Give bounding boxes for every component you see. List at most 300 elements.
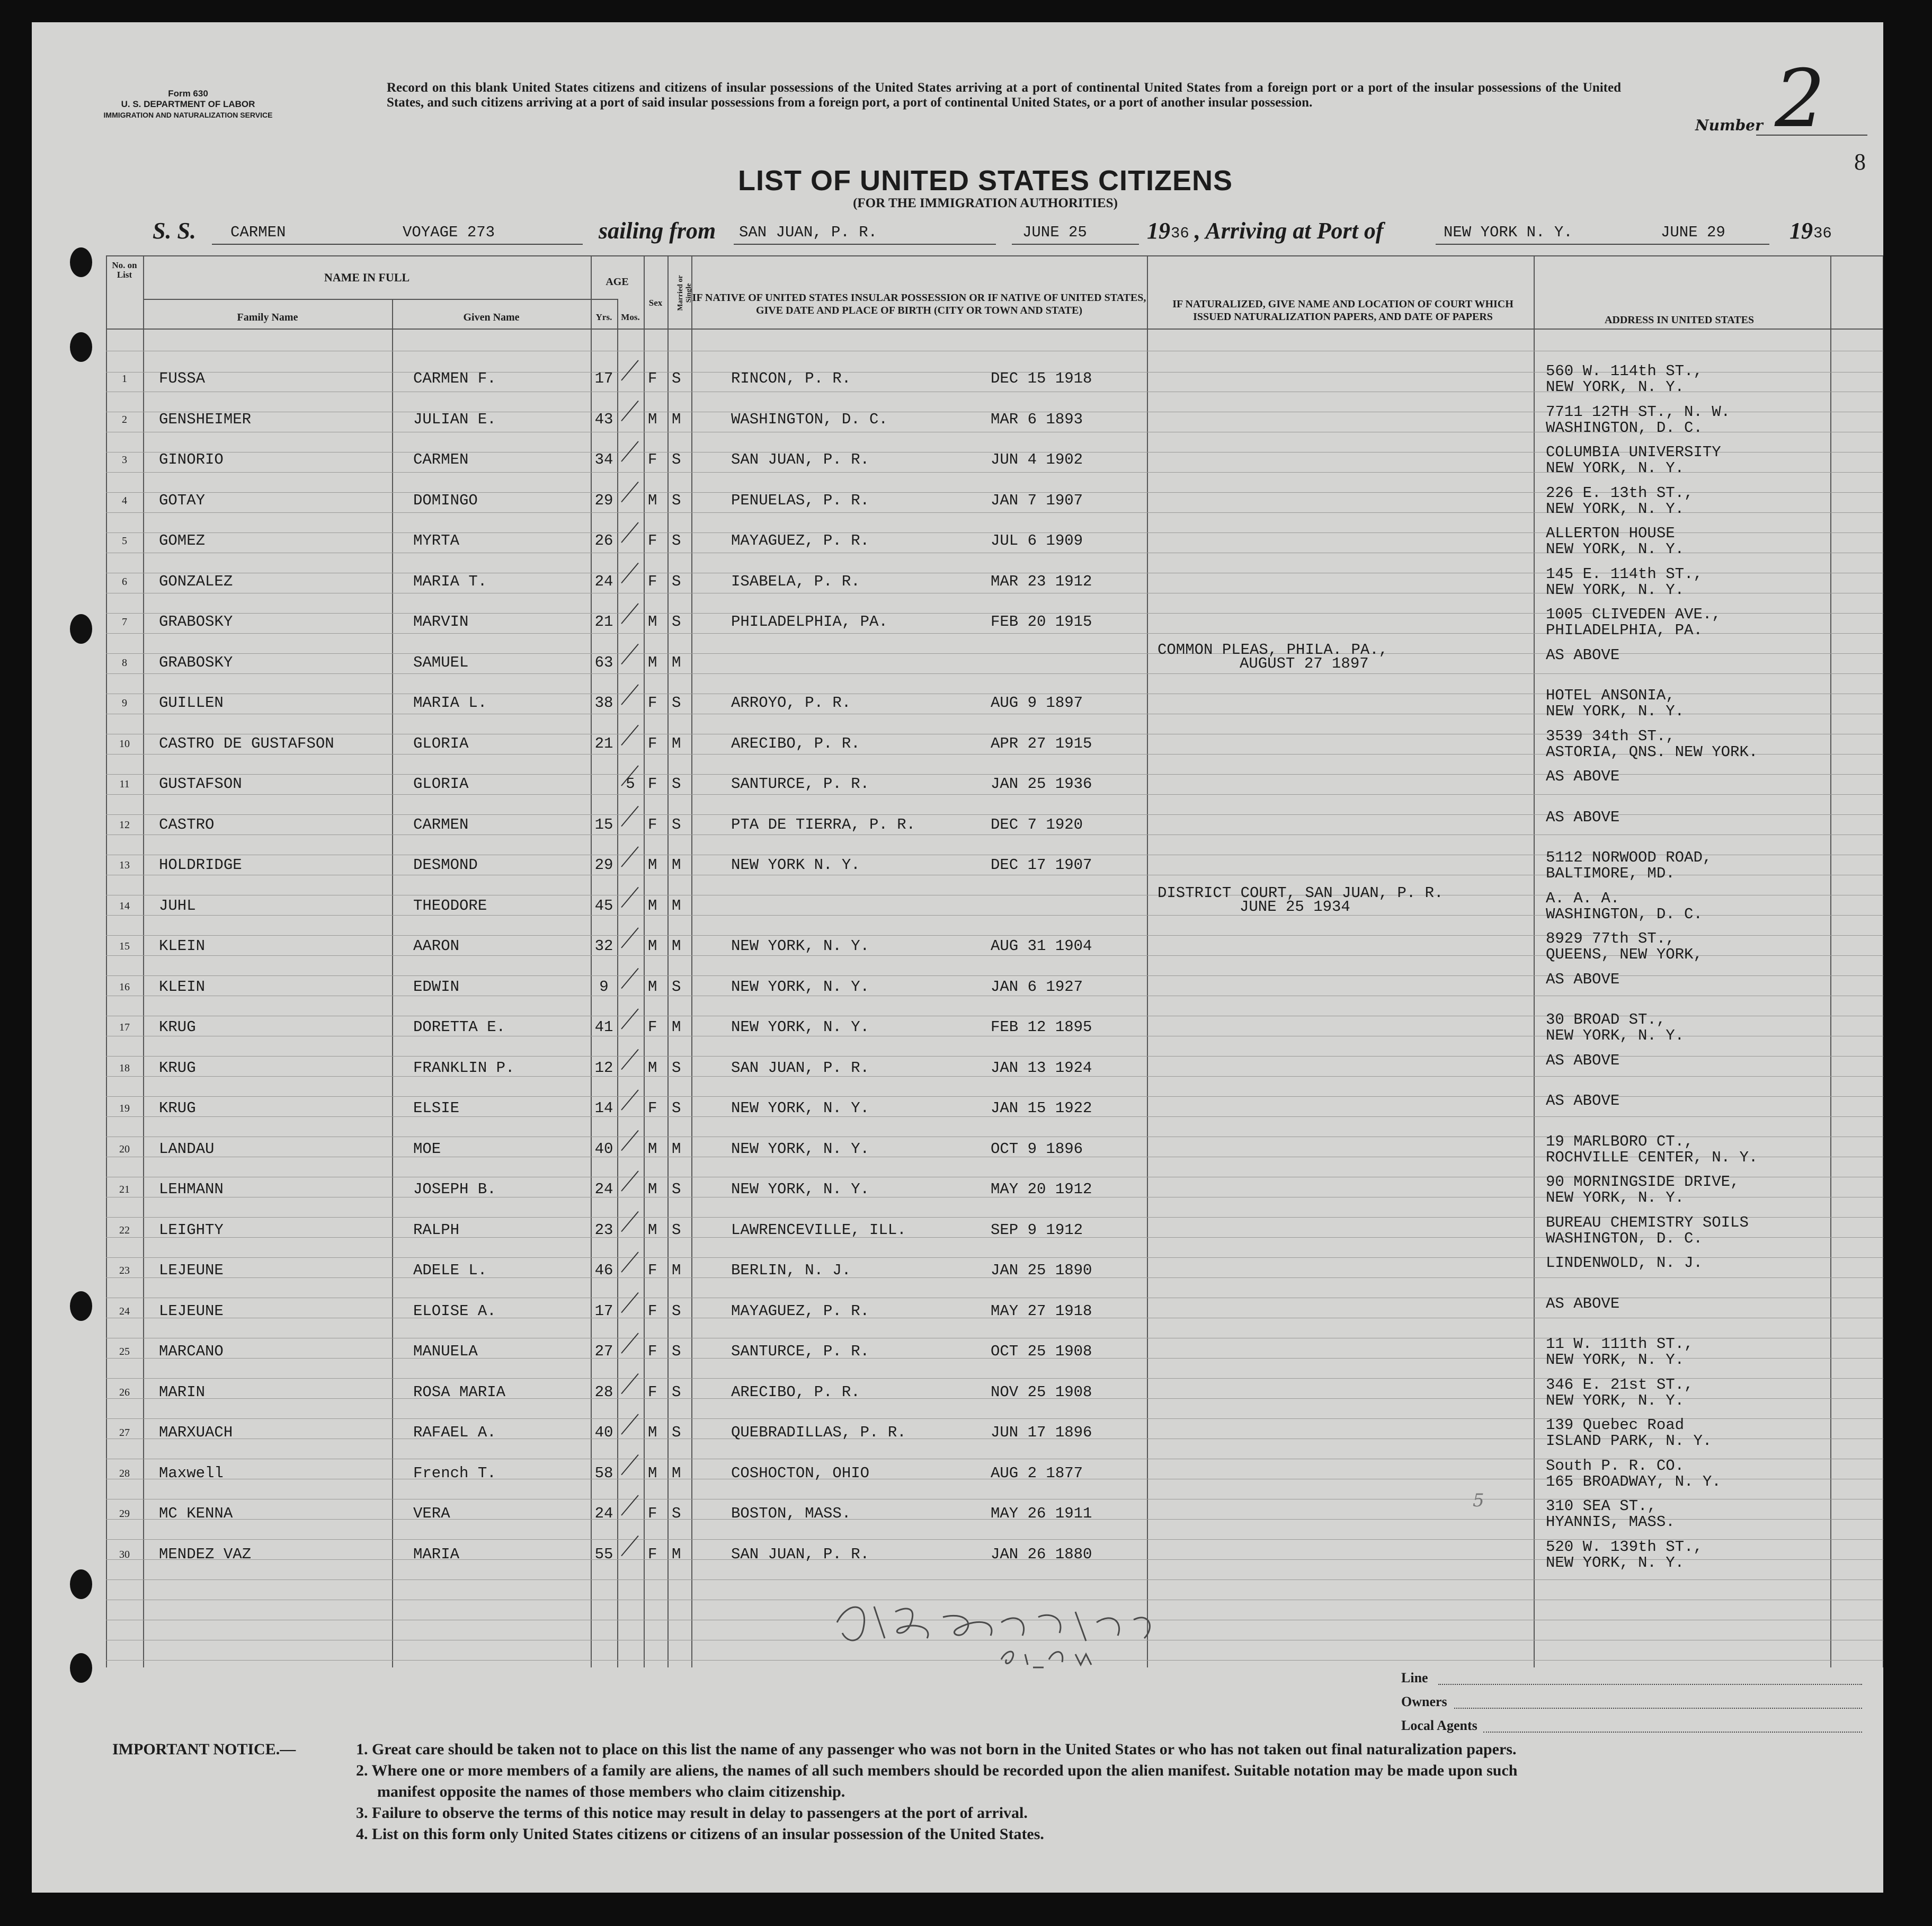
marital-status: S bbox=[672, 1383, 681, 1401]
birth-place: PHILADELPHIA, PA. bbox=[731, 613, 888, 631]
age-check-marks bbox=[617, 340, 644, 1622]
given-name: FRANKLIN P. bbox=[413, 1059, 515, 1077]
given-name: AARON bbox=[413, 937, 460, 955]
sex: F bbox=[648, 532, 657, 549]
header-given-name: Given Name bbox=[463, 312, 520, 323]
sex: F bbox=[648, 572, 657, 590]
birth-place: SAN JUAN, P. R. bbox=[731, 1059, 870, 1077]
given-name: SAMUEL bbox=[413, 653, 469, 671]
family-name: LEIGHTY bbox=[159, 1221, 224, 1239]
address-line-2: NEW YORK, N. Y. bbox=[1546, 1351, 1685, 1369]
marital-status: S bbox=[672, 1099, 681, 1117]
important-notice bbox=[112, 1739, 1882, 1845]
family-name: MARIN bbox=[159, 1383, 206, 1401]
given-name: JOSEPH B. bbox=[413, 1181, 496, 1198]
notice-item-2: 2. Where one or more members of a family are aliens, the names of all such members should be recorded upon the alien manifest. Suitable notation may be made upon such bbox=[356, 1762, 1518, 1779]
row-number: 22 bbox=[119, 1224, 130, 1236]
sailing-year-prefix: 19 bbox=[1147, 218, 1170, 244]
family-name: LANDAU bbox=[159, 1140, 215, 1158]
age-months: 5 bbox=[626, 775, 635, 793]
check-mark bbox=[621, 360, 638, 380]
address-line-1: 310 SEA ST., bbox=[1546, 1497, 1657, 1515]
check-mark bbox=[621, 441, 638, 461]
family-name: LEJEUNE bbox=[159, 1262, 224, 1279]
family-name: GONZALEZ bbox=[159, 572, 233, 590]
age-years: 40 bbox=[594, 1140, 613, 1158]
naturalization-date: JUNE 25 1934 bbox=[1240, 898, 1350, 916]
header-address: ADDRESS IN UNITED STATES bbox=[1604, 314, 1755, 326]
given-name: MARIA bbox=[413, 1545, 460, 1563]
sex: M bbox=[648, 937, 657, 955]
marital-status: S bbox=[672, 532, 681, 549]
family-name: FUSSA bbox=[159, 370, 206, 387]
check-mark bbox=[621, 563, 638, 583]
birth-place: NEW YORK, N. Y. bbox=[731, 1140, 870, 1158]
row-number: 4 bbox=[122, 494, 127, 507]
check-mark bbox=[621, 1293, 638, 1313]
birth-date: SEP 9 1912 bbox=[991, 1221, 1083, 1239]
address-line-1: 5112 NORWOOD ROAD, bbox=[1546, 849, 1712, 866]
arrival-date: JUNE 29 bbox=[1661, 224, 1725, 241]
form-header bbox=[101, 88, 275, 120]
sex: M bbox=[648, 897, 657, 915]
age-years: 63 bbox=[594, 653, 613, 671]
check-mark bbox=[621, 1131, 638, 1151]
list-subtitle: (FOR THE IMMIGRATION AUTHORITIES) bbox=[853, 196, 1118, 210]
age-years: 21 bbox=[594, 613, 613, 631]
age-years: 9 bbox=[599, 978, 609, 996]
family-name: HOLDRIDGE bbox=[159, 856, 242, 874]
birth-place: MAYAGUEZ, P. R. bbox=[731, 532, 870, 549]
birth-date: JAN 25 1936 bbox=[991, 775, 1092, 793]
marital-status: M bbox=[672, 410, 681, 428]
family-name: MARXUACH bbox=[159, 1424, 233, 1441]
row-number: 29 bbox=[119, 1508, 130, 1520]
punch-hole bbox=[70, 1569, 92, 1599]
address-line-1: 560 W. 114th ST., bbox=[1546, 362, 1703, 380]
header-sex: Sex bbox=[648, 298, 663, 308]
sex: M bbox=[648, 978, 657, 996]
row-number: 20 bbox=[119, 1143, 130, 1155]
row-number: 17 bbox=[119, 1022, 130, 1033]
birth-place: NEW YORK, N. Y. bbox=[731, 1099, 870, 1117]
table-top-border bbox=[106, 255, 1883, 256]
birth-place: QUEBRADILLAS, P. R. bbox=[731, 1424, 906, 1441]
punch-hole bbox=[70, 1291, 92, 1321]
birth-place: BERLIN, N. J. bbox=[731, 1262, 851, 1279]
age-years: 40 bbox=[594, 1424, 613, 1441]
address-line-2: NEW YORK, N. Y. bbox=[1546, 540, 1685, 558]
address-line-2: NEW YORK, N. Y. bbox=[1546, 1027, 1685, 1044]
corner-mark: 8 bbox=[1854, 149, 1866, 175]
check-mark bbox=[621, 1009, 638, 1029]
address-line-1: A. A. A. bbox=[1546, 889, 1620, 907]
birth-place: PTA DE TIERRA, P. R. bbox=[731, 815, 916, 833]
address-line-2: NEW YORK, N. Y. bbox=[1546, 459, 1685, 477]
row-number: 15 bbox=[119, 940, 130, 952]
birth-date: JAN 25 1890 bbox=[991, 1262, 1092, 1279]
manifest-sheet bbox=[32, 22, 1883, 1893]
number-label: Number bbox=[1695, 117, 1763, 134]
punch-hole bbox=[70, 1653, 92, 1683]
row-number: 12 bbox=[119, 819, 130, 831]
birth-date: FEB 12 1895 bbox=[991, 1018, 1092, 1036]
birth-date: DEC 7 1920 bbox=[991, 815, 1083, 833]
age-years: 24 bbox=[594, 572, 613, 590]
birth-date: AUG 9 1897 bbox=[991, 694, 1083, 712]
birth-place: BOSTON, MASS. bbox=[731, 1505, 851, 1522]
age-years: 24 bbox=[594, 1181, 613, 1198]
sex: F bbox=[648, 1545, 657, 1563]
list-title: LIST OF UNITED STATES CITIZENS bbox=[738, 165, 1233, 197]
marital-status: M bbox=[672, 897, 681, 915]
family-name: LEJEUNE bbox=[159, 1302, 224, 1320]
address-line-1: ALLERTON HOUSE bbox=[1546, 525, 1675, 542]
header-mos: Mos. bbox=[621, 312, 640, 322]
birth-place: WASHINGTON, D. C. bbox=[731, 410, 888, 428]
age-years: 27 bbox=[594, 1343, 613, 1360]
row-number: 18 bbox=[119, 1062, 130, 1074]
given-name: MYRTA bbox=[413, 532, 460, 549]
col-rule bbox=[1147, 255, 1148, 1667]
family-name: MC KENNA bbox=[159, 1505, 233, 1522]
age-years: 29 bbox=[594, 856, 613, 874]
birth-place: ARECIBO, P. R. bbox=[731, 1383, 860, 1401]
row-number: 30 bbox=[119, 1548, 130, 1560]
birth-place: MAYAGUEZ, P. R. bbox=[731, 1302, 870, 1320]
local-agents-label: Local Agents bbox=[1401, 1718, 1477, 1733]
given-name: VERA bbox=[413, 1505, 450, 1522]
given-name: MARIA T. bbox=[413, 572, 487, 590]
family-name: LEHMANN bbox=[159, 1181, 224, 1198]
given-name: JULIAN E. bbox=[413, 410, 496, 428]
given-name: DOMINGO bbox=[413, 491, 478, 509]
given-name: ELSIE bbox=[413, 1099, 460, 1117]
address-line-1: 30 BROAD ST., bbox=[1546, 1011, 1666, 1028]
birth-date: FEB 20 1915 bbox=[991, 613, 1092, 631]
check-mark bbox=[621, 1455, 638, 1475]
family-name: GRABOSKY bbox=[159, 613, 233, 631]
birth-date: JAN 6 1927 bbox=[991, 978, 1083, 996]
row-number: 6 bbox=[122, 575, 127, 588]
address-line-1: 19 MARLBORO CT., bbox=[1546, 1132, 1694, 1150]
address-line-1: COLUMBIA UNIVERSITY bbox=[1546, 443, 1721, 461]
age-years: 26 bbox=[594, 532, 613, 549]
given-name: CARMEN bbox=[413, 451, 469, 468]
sex: F bbox=[648, 1302, 657, 1320]
given-name: CARMEN F. bbox=[413, 370, 496, 387]
marital-status: S bbox=[672, 1059, 681, 1077]
birth-place: LAWRENCEVILLE, ILL. bbox=[731, 1221, 906, 1239]
birth-date: MAR 6 1893 bbox=[991, 410, 1083, 428]
naturalization-court: DISTRICT COURT, SAN JUAN, P. R. bbox=[1158, 884, 1444, 902]
given-name: ELOISE A. bbox=[413, 1302, 496, 1320]
sex: F bbox=[648, 1505, 657, 1522]
birth-date: JAN 13 1924 bbox=[991, 1059, 1092, 1077]
given-name: French T. bbox=[413, 1464, 496, 1482]
marital-status: S bbox=[672, 775, 681, 793]
address-line-1: 145 E. 114th ST., bbox=[1546, 565, 1703, 583]
sex: F bbox=[648, 1018, 657, 1036]
sex: F bbox=[648, 370, 657, 387]
given-name: CARMEN bbox=[413, 815, 469, 833]
ss-label: S. S. bbox=[153, 218, 196, 244]
birth-place: ARROYO, P. R. bbox=[731, 694, 851, 712]
sex: M bbox=[648, 1221, 657, 1239]
birth-date: MAR 23 1912 bbox=[991, 572, 1092, 590]
row-number: 14 bbox=[119, 900, 130, 912]
row-number: 28 bbox=[119, 1467, 130, 1479]
row-number: 9 bbox=[122, 697, 127, 709]
ruled-line bbox=[106, 1579, 1883, 1580]
marital-status: S bbox=[672, 370, 681, 387]
arrival-port: NEW YORK N. Y. bbox=[1444, 224, 1573, 241]
row-number: 8 bbox=[122, 656, 127, 669]
sex: F bbox=[648, 775, 657, 793]
family-name: KRUG bbox=[159, 1099, 196, 1117]
address-line-1: 90 MORNINGSIDE DRIVE, bbox=[1546, 1173, 1740, 1191]
family-name: Maxwell bbox=[159, 1464, 224, 1482]
age-years: 15 bbox=[594, 815, 613, 833]
given-name: MARIA L. bbox=[413, 694, 487, 712]
address-line-2: ISLAND PARK, N. Y. bbox=[1546, 1432, 1712, 1450]
address-line-1: 11 W. 111th ST., bbox=[1546, 1335, 1694, 1353]
number-value: 2 bbox=[1775, 53, 1826, 145]
family-name: MENDEZ VAZ bbox=[159, 1545, 252, 1563]
header-age: AGE bbox=[606, 276, 629, 288]
address-line-1: South P. R. CO. bbox=[1546, 1457, 1685, 1475]
marital-status: S bbox=[672, 1505, 681, 1522]
address-line-2: WASHINGTON, D. C. bbox=[1546, 419, 1703, 437]
address-line-1: AS ABOVE bbox=[1546, 970, 1620, 988]
check-mark bbox=[621, 1252, 638, 1272]
col-rule bbox=[143, 255, 144, 1667]
address-line-1: 226 E. 13th ST., bbox=[1546, 484, 1694, 502]
naturalization-date: AUGUST 27 1897 bbox=[1240, 654, 1369, 672]
punch-hole bbox=[70, 332, 92, 362]
sex: M bbox=[648, 491, 657, 509]
check-mark bbox=[621, 1050, 638, 1070]
row-number: 7 bbox=[122, 616, 127, 628]
ruled-line bbox=[106, 794, 1883, 795]
given-name: RAFAEL A. bbox=[413, 1424, 496, 1441]
birth-date: JUN 17 1896 bbox=[991, 1424, 1092, 1441]
family-name: GUILLEN bbox=[159, 694, 224, 712]
age-years: 41 bbox=[594, 1018, 613, 1036]
port-underline bbox=[734, 244, 996, 245]
address-line-2: BALTIMORE, MD. bbox=[1546, 865, 1675, 882]
age-years: 28 bbox=[594, 1383, 613, 1401]
age-years: 29 bbox=[594, 491, 613, 509]
address-line-1: HOTEL ANSONIA, bbox=[1546, 687, 1675, 704]
age-years: 17 bbox=[594, 1302, 613, 1320]
birth-date: JAN 15 1922 bbox=[991, 1099, 1092, 1117]
address-line-2: WASHINGTON, D. C. bbox=[1546, 905, 1703, 923]
address-line-1: 7711 12TH ST., N. W. bbox=[1546, 403, 1731, 421]
sex: F bbox=[648, 1383, 657, 1401]
owners-field bbox=[1454, 1708, 1862, 1709]
col-rule bbox=[667, 255, 669, 1667]
given-name: THEODORE bbox=[413, 897, 487, 915]
birth-date: OCT 25 1908 bbox=[991, 1343, 1092, 1360]
ship-underline bbox=[212, 244, 583, 245]
check-mark bbox=[621, 1333, 638, 1353]
row-number: 11 bbox=[119, 778, 130, 790]
check-mark bbox=[621, 1090, 638, 1110]
date-underline bbox=[1012, 244, 1139, 245]
given-name: DESMOND bbox=[413, 856, 478, 874]
header-name-in-full: NAME IN FULL bbox=[324, 271, 410, 284]
header-naturalized: IF NATURALIZED, GIVE NAME AND LOCATION OF COURT WHICH ISSUED NATURALIZATION PAPERS, AND DATE OF PAPERS bbox=[1172, 298, 1513, 323]
age-years: 14 bbox=[594, 1099, 613, 1117]
age-years: 55 bbox=[594, 1545, 613, 1563]
birth-date: JUN 4 1902 bbox=[991, 451, 1083, 468]
col-rule bbox=[392, 299, 393, 1667]
given-name: GLORIA bbox=[413, 734, 469, 752]
age-years: 23 bbox=[594, 1221, 613, 1239]
birth-place: NEW YORK N. Y. bbox=[731, 856, 860, 874]
sex: F bbox=[648, 694, 657, 712]
check-mark bbox=[621, 1374, 638, 1394]
check-mark bbox=[621, 969, 638, 989]
birth-place: NEW YORK, N. Y. bbox=[731, 937, 870, 955]
birth-date: MAY 26 1911 bbox=[991, 1505, 1092, 1522]
header-family-name: Family Name bbox=[237, 312, 298, 323]
marital-status: S bbox=[672, 1424, 681, 1441]
form-department: U. S. DEPARTMENT OF LABOR bbox=[121, 99, 255, 109]
age-years: 24 bbox=[594, 1505, 613, 1522]
marital-status: S bbox=[672, 978, 681, 996]
given-name: DORETTA E. bbox=[413, 1018, 506, 1036]
marital-status: M bbox=[672, 653, 681, 671]
arriving-label: , Arriving at Port of bbox=[1195, 218, 1384, 244]
sex: M bbox=[648, 410, 657, 428]
check-mark bbox=[621, 1212, 638, 1232]
address-line-1: LINDENWOLD, N. J. bbox=[1546, 1254, 1703, 1272]
birth-place: COSHOCTON, OHIO bbox=[731, 1464, 870, 1482]
form-service: IMMIGRATION AND NATURALIZATION SERVICE bbox=[103, 111, 273, 119]
row-number: 13 bbox=[119, 859, 130, 871]
age-years: 58 bbox=[594, 1464, 613, 1482]
birth-date: DEC 15 1918 bbox=[991, 370, 1092, 387]
given-name: ROSA MARIA bbox=[413, 1383, 506, 1401]
family-name: GUSTAFSON bbox=[159, 775, 242, 793]
check-mark bbox=[621, 1536, 638, 1556]
age-years: 17 bbox=[594, 370, 613, 387]
address-line-2: NEW YORK, N. Y. bbox=[1546, 378, 1685, 396]
instructions-text: Record on this blank United States citizens and citizens of insular possessions of the United States arriving at a port of continental United States from a foreign port or a port of the insular possessions of the United States, and such citizens arriving at a port of said insular possessions from a foreign port, a port of continental United States, or a port of another insular possession. bbox=[387, 81, 1621, 110]
check-mark bbox=[621, 1171, 638, 1191]
family-name: MARCANO bbox=[159, 1343, 224, 1360]
local-agents-field bbox=[1483, 1732, 1862, 1733]
notice-heading: IMPORTANT NOTICE.— bbox=[112, 1741, 296, 1758]
marital-status: S bbox=[672, 491, 681, 509]
address-line-1: 1005 CLIVEDEN AVE., bbox=[1546, 606, 1721, 623]
row-number: 27 bbox=[119, 1427, 130, 1439]
family-name: CASTRO bbox=[159, 815, 215, 833]
birth-date: JAN 7 1907 bbox=[991, 491, 1083, 509]
sex: M bbox=[648, 653, 657, 671]
address-line-2: WASHINGTON, D. C. bbox=[1546, 1229, 1703, 1247]
marital-status: S bbox=[672, 815, 681, 833]
sex: M bbox=[648, 1181, 657, 1198]
address-line-2: HYANNIS, MASS. bbox=[1546, 1513, 1675, 1531]
sailing-year: 36 bbox=[1171, 225, 1189, 242]
check-mark bbox=[621, 1414, 638, 1434]
family-name: CASTRO DE GUSTAFSON bbox=[159, 734, 334, 752]
birth-place: ARECIBO, P. R. bbox=[731, 734, 860, 752]
check-mark bbox=[621, 725, 638, 745]
ship-name: CARMEN bbox=[230, 224, 286, 241]
family-name: KLEIN bbox=[159, 937, 206, 955]
birth-place: SANTURCE, P. R. bbox=[731, 775, 870, 793]
family-name: GOTAY bbox=[159, 491, 206, 509]
row-number: 1 bbox=[122, 373, 127, 385]
address-line-1: AS ABOVE bbox=[1546, 646, 1620, 664]
sex: M bbox=[648, 1424, 657, 1441]
address-line-2: NEW YORK, N. Y. bbox=[1546, 703, 1685, 720]
age-years: 45 bbox=[594, 897, 613, 915]
arrival-year: 36 bbox=[1813, 225, 1832, 242]
punch-hole bbox=[70, 614, 92, 644]
ruled-line bbox=[106, 673, 1883, 674]
line-field bbox=[1438, 1684, 1862, 1685]
family-name: GENSHEIMER bbox=[159, 410, 252, 428]
birth-place: RINCON, P. R. bbox=[731, 370, 851, 387]
arrival-underline bbox=[1436, 244, 1769, 245]
sailing-port: SAN JUAN, P. R. bbox=[739, 224, 878, 241]
birth-place: SAN JUAN, P. R. bbox=[731, 451, 870, 468]
row-number: 10 bbox=[119, 738, 130, 750]
age-years: 38 bbox=[594, 694, 613, 712]
sex: F bbox=[648, 1343, 657, 1360]
line-label: Line bbox=[1401, 1670, 1428, 1685]
marital-status: S bbox=[672, 613, 681, 631]
birth-date: AUG 2 1877 bbox=[991, 1464, 1083, 1482]
address-line-1: AS ABOVE bbox=[1546, 1294, 1620, 1312]
marital-status: S bbox=[672, 1343, 681, 1360]
address-line-1: AS ABOVE bbox=[1546, 1051, 1620, 1069]
given-name: MARVIN bbox=[413, 613, 469, 631]
marital-status: S bbox=[672, 1181, 681, 1198]
address-line-2: QUEENS, NEW YORK, bbox=[1546, 946, 1703, 963]
notice-item-4: 4. List on this form only United States citizens or citizens of an insular possession of the United States. bbox=[356, 1825, 1044, 1843]
given-name: MANUELA bbox=[413, 1343, 478, 1360]
address-line-1: 346 E. 21st ST., bbox=[1546, 1375, 1694, 1394]
punch-hole bbox=[70, 247, 92, 277]
address-line-1: AS ABOVE bbox=[1546, 1092, 1620, 1110]
birth-place: ISABELA, P. R. bbox=[731, 572, 860, 590]
handwritten-signature bbox=[826, 1591, 1229, 1675]
check-mark bbox=[621, 401, 638, 421]
header-married-single: Married or Single bbox=[676, 275, 693, 311]
marital-status: S bbox=[672, 572, 681, 590]
check-mark bbox=[621, 644, 638, 664]
family-name: JUHL bbox=[159, 897, 196, 915]
address-line-1: AS ABOVE bbox=[1546, 768, 1620, 785]
arrival-year-prefix: 19 bbox=[1789, 218, 1813, 244]
address-line-1: 8929 77th ST., bbox=[1546, 930, 1675, 947]
check-mark bbox=[621, 928, 638, 948]
check-mark bbox=[621, 887, 638, 908]
marital-status: M bbox=[672, 1018, 681, 1036]
family-name: GRABOSKY bbox=[159, 653, 233, 671]
family-name: GOMEZ bbox=[159, 532, 206, 549]
age-years: 21 bbox=[594, 734, 613, 752]
stray-mark: 5 bbox=[1473, 1490, 1484, 1511]
birth-date: APR 27 1915 bbox=[991, 734, 1092, 752]
row-number: 24 bbox=[119, 1305, 130, 1317]
